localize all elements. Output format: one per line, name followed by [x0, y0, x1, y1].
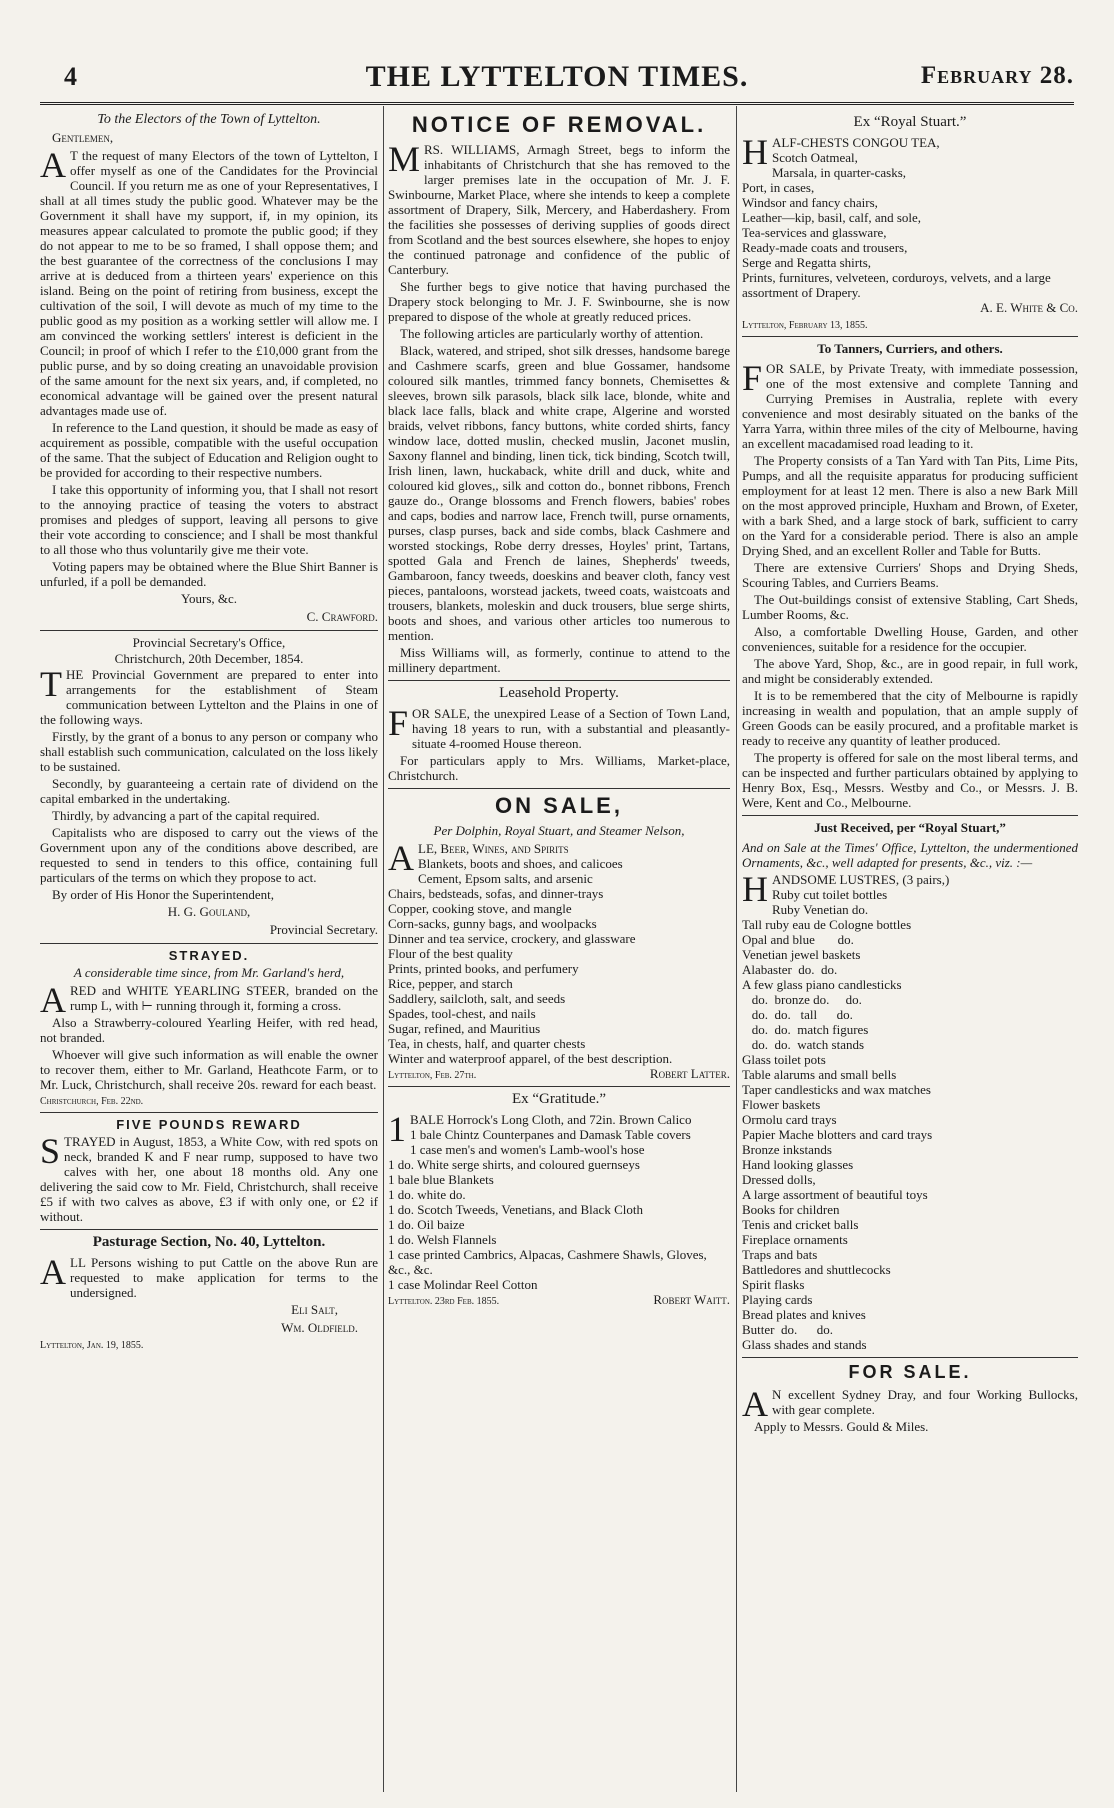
list-item: Glass shades and stands — [742, 1337, 867, 1352]
royal-stuart-dropcap: H — [742, 132, 768, 172]
list-item: Tall ruby eau de Cologne bottles — [742, 917, 912, 932]
list-item: Blankets, boots and shoes, and calicoes — [418, 856, 623, 871]
column-divider-2 — [736, 106, 737, 1792]
list-item: 1 bale Chintz Counterpanes and Damask Table covers — [410, 1127, 691, 1142]
electors-salutation: Gentlemen, — [52, 130, 114, 145]
gratitude-list — [388, 1109, 730, 1292]
list-item: do. do. tall do. — [742, 1007, 853, 1022]
list-item: do. do. match figures — [742, 1022, 869, 1037]
list-item: Windsor and fancy chairs, — [742, 195, 878, 210]
forsale-para-2: Apply to Messrs. Gould & Miles. — [754, 1419, 929, 1434]
provincial-para-6: By order of His Honor the Superintendent, — [52, 887, 275, 902]
electors-closing: Yours, &c. — [180, 591, 238, 606]
gratitude-first-item: BALE Horrock's Long Cloth, and 72in. Brown Calico — [410, 1112, 692, 1127]
column-3 — [742, 110, 1078, 1794]
forsale-para-1: N excellent Sydney Dray, and four Working Bullocks, with gear complete. — [772, 1387, 1078, 1417]
strayed-dropcap: A — [40, 980, 66, 1020]
reward-heading: FIVE POUNDS REWARD — [116, 1117, 302, 1132]
royal-stuart-signature: A. E. White & Co. — [980, 300, 1078, 315]
column-1 — [40, 110, 378, 1794]
list-item: Alabaster do. do. — [742, 962, 838, 977]
provincial-para-3: Secondly, by guaranteeing a certain rate of dividend on the capital embarked in the undertaking. — [40, 776, 378, 806]
onsale-heading: ON SALE, — [495, 793, 623, 818]
pasturage-dropcap: A — [40, 1252, 66, 1292]
provincial-notice — [40, 635, 378, 938]
list-item: Scotch Oatmeal, — [772, 150, 858, 165]
masthead-rule — [40, 102, 1074, 105]
list-item: 1 case Molindar Reel Cotton — [388, 1277, 538, 1292]
removal-dropcap: M — [388, 139, 421, 179]
list-item: Bread plates and knives — [742, 1307, 866, 1322]
pasturage-dateline: Lyttelton, Jan. 19, 1855. — [40, 1340, 144, 1351]
pasturage-signature-2: Wm. Oldfield. — [281, 1320, 358, 1335]
list-item: Flour of the best quality — [388, 946, 513, 961]
gratitude-heading: Ex “Gratitude.” — [511, 1091, 607, 1107]
leasehold-para-2: For particulars apply to Mrs. Williams, Market-place, Christchurch. — [388, 753, 730, 783]
tanners-para-6: The above Yard, Shop, &c., are in good repair, in full work, and might be considerably extended. — [742, 656, 1078, 686]
list-item: Playing cards — [742, 1292, 813, 1307]
list-item: Tea-services and glassware, — [742, 225, 887, 240]
received-subheading: And on Sale at the Times' Office, Lyttelton, the undermentioned Ornaments, &c., well adapted for presents, &c., viz. :— — [742, 840, 1078, 870]
tanners-para-3: There are extensive Curriers' Shops and Drying Sheds, Scouring Tables, and Curriers Beams. — [742, 560, 1078, 590]
onsale-first-item: LE, Beer, Wines, and Spirits — [418, 841, 569, 856]
gratitude-notice — [388, 1091, 730, 1307]
pasturage-signature-1: Eli Salt, — [291, 1302, 338, 1317]
gratitude-dropcap: 1 — [388, 1109, 406, 1149]
divider — [40, 1229, 378, 1230]
divider — [40, 943, 378, 944]
list-item: Tea, in chests, half, and quarter chests — [388, 1036, 586, 1051]
list-item: Ruby cut toilet bottles — [772, 887, 888, 902]
tanners-dropcap: F — [742, 358, 763, 398]
forsale-heading: FOR SALE. — [848, 1362, 972, 1382]
provincial-date: Christchurch, 20th December, 1854. — [114, 651, 304, 666]
forsale-notice — [742, 1362, 1078, 1434]
list-item: Prints, printed books, and perfumery — [388, 961, 579, 976]
pasturage-heading: Pasturage Section, No. 40, Lyttelton. — [92, 1234, 326, 1250]
list-item: Serge and Regatta shirts, — [742, 255, 872, 270]
reward-notice — [40, 1117, 378, 1224]
electors-notice — [40, 112, 378, 625]
received-heading: Just Received, per “Royal Stuart,” — [814, 820, 1006, 835]
divider — [388, 1086, 730, 1087]
tanners-para-5: Also, a comfortable Dwelling House, Garden, and other conveniences, suitable for a residence for the occupier. — [742, 624, 1078, 654]
list-item: Books for children — [742, 1202, 840, 1217]
pasturage-para-1: LL Persons wishing to put Cattle on the above Run are requested to make application for terms to the undersigned. — [70, 1255, 378, 1300]
divider — [40, 630, 378, 631]
royal-stuart-heading: Ex “Royal Stuart.” — [853, 114, 967, 130]
list-item: Cement, Epsom salts, and arsenic — [418, 871, 593, 886]
list-item: Tenis and cricket balls — [742, 1217, 859, 1232]
provincial-signature: H. G. Gouland, — [167, 904, 251, 919]
tanners-para-2: The Property consists of a Tan Yard with Tan Pits, Lime Pits, Pumps, and all the requisite apparatus for producing sufficient employment for at least 12 men. There is also a new Bark Mill on the most approved principle, Huxham and Brown, of Exeter, with a bark Shed, and a large stock of bark, sufficient to carry on the Yard for a considerable period. There is also an ample Drying Shed, and an excellent Roller and Table for Butts. — [742, 453, 1078, 558]
reward-para-1: TRAYED in August, 1853, a White Cow, with red spots on neck, branded K and F near rump, supposed to have two calves with her, one about 18 months old. Any one delivering the said cow to Mr. Field, Christchurch, shall receive £5 if with two calves as above, £3 if with only one, or £2 if without. — [40, 1134, 378, 1224]
forsale-dropcap: A — [742, 1384, 768, 1424]
list-item: Spades, tool-chest, and nails — [388, 1006, 536, 1021]
reward-dropcap: S — [40, 1131, 61, 1171]
list-item: Winter and waterproof apparel, of the best description. — [388, 1051, 673, 1066]
onsale-list — [388, 838, 730, 1066]
masthead — [34, 56, 1080, 100]
strayed-para-3: Whoever will give such information as will enable the owner to recover them, either to Mr. Garland, Heathcote Farm, or to Mr. Luck, Christchurch, shall receive 20s. reward for each beast. — [40, 1047, 378, 1092]
onsale-subheading: Per Dolphin, Royal Stuart, and Steamer Nelson, — [433, 823, 685, 838]
removal-para-2: She further begs to give notice that having purchased the Drapery stock belonging to Mr. J. F. Swinbourne, she is now prepared to dispose of the whole at greatly reduced prices. — [388, 279, 730, 324]
list-item: Traps and bats — [742, 1247, 818, 1262]
list-item: Copper, cooking stove, and mangle — [388, 901, 572, 916]
list-item: Corn-sacks, gunny bags, and woolpacks — [388, 916, 597, 931]
onsale-dateline: Lyttelton, Feb. 27th. — [388, 1070, 477, 1081]
removal-notice — [388, 112, 730, 675]
divider — [40, 1112, 378, 1113]
list-item: 1 do. Oil baize — [388, 1217, 465, 1232]
strayed-subheading: A considerable time since, from Mr. Garland's herd, — [73, 965, 345, 980]
onsale-dropcap: A — [388, 838, 414, 878]
pasturage-notice — [40, 1234, 378, 1351]
gratitude-signature: Robert Waitt. — [653, 1292, 730, 1307]
leasehold-notice — [388, 685, 730, 783]
provincial-para-5: Capitalists who are disposed to carry out the views of the Government upon any of the conditions above described, are requested to send in tenders to this office, containing full particulars of the terms on which they propose to act. — [40, 825, 378, 885]
list-item: Ready-made coats and trousers, — [742, 240, 908, 255]
list-item: Marsala, in quarter-casks, — [772, 165, 907, 180]
list-item: Bronze inkstands — [742, 1142, 832, 1157]
list-item: 1 case printed Cambrics, Alpacas, Cashmere Shawls, Gloves, &c., &c. — [388, 1247, 707, 1277]
tanners-para-8: The property is offered for sale on the most liberal terms, and can be inspected and further particulars obtained by applying to Henry Box, Esq., Messrs. Westby and Co., or Messrs. J. B. Were, Kent and Co., Melbourne. — [742, 750, 1078, 810]
provincial-office: Provincial Secretary's Office, — [132, 635, 286, 650]
newspaper-title: THE LYTTELTON TIMES. — [365, 60, 749, 93]
strayed-para-1: RED and WHITE YEARLING STEER, branded on the rump L, with ⊢ running through it, forming a cross. — [70, 983, 378, 1013]
divider — [742, 336, 1078, 337]
electors-heading: To the Electors of the Town of Lyttelton. — [97, 112, 321, 127]
list-item: 1 bale blue Blankets — [388, 1172, 494, 1187]
list-item: 1 do. Scotch Tweeds, Venetians, and Black Cloth — [388, 1202, 643, 1217]
list-item: Papier Mache blotters and card trays — [742, 1127, 933, 1142]
removal-para-1: RS. WILLIAMS, Armagh Street, begs to inform the inhabitants of Christchurch that she has removed to the larger premises late in the occupation of Mr. J. F. Swinbourne, Market Place, where she intends to keep a complete assortment of Drapery, Silk, Mercery, and Haberdashery. From the facilities she possesses of deriving supplies of goods direct from Scotland and the best sources elsewhere, she hopes to enjoy the continued patronage and confidence of the public of Canterbury. — [388, 142, 730, 277]
electors-signature: C. Crawford. — [306, 609, 378, 624]
tanners-heading: To Tanners, Curriers, and others. — [817, 341, 1003, 356]
royal-stuart-list — [742, 132, 1078, 300]
list-item: Chairs, bedsteads, sofas, and dinner-trays — [388, 886, 604, 901]
list-item: Opal and blue do. — [742, 932, 854, 947]
list-item: Taper candlesticks and wax matches — [742, 1082, 931, 1097]
list-item: Venetian jewel baskets — [742, 947, 861, 962]
list-item: Saddlery, sailcloth, salt, and seeds — [388, 991, 566, 1006]
divider — [742, 1357, 1078, 1358]
leasehold-heading: Leasehold Property. — [499, 685, 619, 701]
list-item: 1 do. White serge shirts, and coloured guernseys — [388, 1157, 640, 1172]
divider — [388, 788, 730, 789]
tanners-notice — [742, 341, 1078, 810]
removal-para-3: The following articles are particularly worthy of attention. — [400, 326, 704, 341]
leasehold-dropcap: F — [388, 703, 409, 743]
electors-para-3: I take this opportunity of informing you, that I shall not resort to the annoying practice of teasing the voters to abstract promises and pledges of support, leaving all persons to give their vote according to conscience; and I shall be most thankful to all those who thus voluntarily give me their vote. — [40, 482, 378, 557]
list-item: do. do. watch stands — [742, 1037, 865, 1052]
provincial-para-1: HE Provincial Government are prepared to enter into arrangements for the establishment of Steam communication between Lyttelton and the Plains in one of the following ways. — [40, 667, 378, 727]
list-item: Leather—kip, basil, calf, and sole, — [742, 210, 922, 225]
tanners-para-4: The Out-buildings consist of extensive Stabling, Cart Sheds, Lumber Rooms, &c. — [742, 592, 1078, 622]
leasehold-para-1: OR SALE, the unexpired Lease of a Section of Town Land, having 18 years to run, with a substantial and pleasantly-situate 4-roomed House thereon. — [412, 706, 730, 751]
list-item: A few glass piano candlesticks — [742, 977, 902, 992]
list-item: Sugar, refined, and Mauritius — [388, 1021, 541, 1036]
list-item: Dressed dolls, — [742, 1172, 816, 1187]
list-item: Ruby Venetian do. — [772, 902, 869, 917]
royal-stuart-first-item: ALF-CHESTS CONGOU TEA, — [772, 135, 940, 150]
received-first-item: ANDSOME LUSTRES, (3 pairs,) — [772, 872, 950, 887]
list-item: Spirit flasks — [742, 1277, 805, 1292]
provincial-dropcap: T — [40, 664, 62, 704]
divider — [388, 680, 730, 681]
list-item: Port, in cases, — [742, 180, 815, 195]
gratitude-dateline: Lyttelton. 23rd Feb. 1855. — [388, 1296, 500, 1307]
list-item: Rice, pepper, and starch — [388, 976, 513, 991]
onsale-notice — [388, 793, 730, 1081]
list-item: Dinner and tea service, crockery, and glassware — [388, 931, 636, 946]
page-number: 4 — [64, 62, 77, 91]
list-item: Ormolu card trays — [742, 1112, 837, 1127]
list-item: A large assortment of beautiful toys — [742, 1187, 928, 1202]
column-divider-1 — [383, 106, 384, 1792]
received-dropcap: H — [742, 869, 768, 909]
list-item: Glass toilet pots — [742, 1052, 826, 1067]
strayed-notice — [40, 948, 378, 1107]
received-notice — [742, 820, 1078, 1352]
electors-para-4: Voting papers may be obtained where the Blue Shirt Banner is unfurled, if a poll be demanded. — [40, 559, 378, 589]
received-list — [742, 869, 1078, 1352]
tanners-para-7: It is to be remembered that the city of Melbourne is rapidly increasing in wealth and population, that an ample supply of Green Goods can be easily procured, and a profitable market is ready to receive any quantity of leather produced. — [742, 688, 1078, 748]
removal-heading: NOTICE OF REMOVAL. — [411, 112, 707, 137]
strayed-para-2: Also a Strawberry-coloured Yearling Heifer, with red head, not branded. — [40, 1015, 378, 1045]
electors-para-2: In reference to the Land question, it should be made as easy of acquirement as possible, compatible with the useful occupation of the same. That the subject of Education and Religion ought to be provided for according to their respective numbers. — [40, 420, 378, 480]
list-item: Table alarums and small bells — [742, 1067, 897, 1082]
list-item: Hand looking glasses — [742, 1157, 854, 1172]
list-item: Prints, furnitures, velveteen, corduroys, velvets, and a large assortment of Drapery. — [742, 270, 1051, 300]
royal-stuart-dateline: Lyttelton, February 13, 1855. — [742, 320, 868, 331]
list-item: Butter do. do. — [742, 1322, 833, 1337]
issue-date: February 28. — [920, 62, 1074, 89]
royal-stuart-notice — [742, 114, 1078, 331]
list-item: 1 do. white do. — [388, 1187, 466, 1202]
removal-para-4: Black, watered, and striped, shot silk dresses, handsome barege and Cashmere scarfs, green and blue Gossamer, handsome coloured silk mantles, trimmed fancy bonnets, Chemisettes & sleeves, brown silk parasols, black silk lace, blonde, white and black lace falls, black and white crape, Algerine and worsted braids, velvet ribbons, fancy buttons, white corded shirts, fancy window lace, dotted muslin, checked muslin, Jaconet muslin, Saxony flannel and binding, linen tick, tick binding, Scotch twill, Irish linen, lawn, huckaback, white drill and duck, white and coloured kid gloves,, silk and cotton do., bonnet ribbons, French gauze do., Orange blossoms and French flowers, babies' robes and caps, bodies and narrow lace, French twill, purse ornaments, purses, clasp purses, back and side combs, black Cashmere and worsted stockings, Robe derry dresses, Hoyles' print, Tartans, spotted Gala and French de laines, Shepherds' tweeds, Gambaroon, fancy tweeds, doeskins and beaver cloth, fancy vest pieces, pantaloons, worstead jackets, tweed coats, waistcoats and trousers, blankets, moleskin and duck trousers, blue serge shirts, boots and shoes, and various other articles too numerous to mention. — [388, 343, 730, 643]
list-item: Flower baskets — [742, 1097, 821, 1112]
list-item: Battledores and shuttlecocks — [742, 1262, 891, 1277]
list-item: 1 case men's and women's Lamb-wool's hose — [410, 1142, 645, 1157]
divider — [742, 815, 1078, 816]
onsale-signature: Robert Latter. — [649, 1066, 730, 1081]
list-item: 1 do. Welsh Flannels — [388, 1232, 497, 1247]
tanners-para-1: OR SALE, by Private Treaty, with immediate possession, one of the most extensive and complete Tanning and Currying Premises in Australia, replete with every convenience and most desirably situated on the banks of the Yarra Yarra, within three miles of the city of Melbourne, having an excellent macadamised road leading to it. — [742, 361, 1078, 451]
strayed-dateline: Christchurch, Feb. 22nd. — [40, 1096, 144, 1107]
provincial-title: Provincial Secretary. — [269, 922, 378, 937]
column-2 — [388, 110, 730, 1794]
electors-dropcap: A — [40, 145, 66, 185]
list-item: Fireplace ornaments — [742, 1232, 848, 1247]
removal-para-5: Miss Williams will, as formerly, continue to attend to the millinery department. — [388, 645, 730, 675]
provincial-para-2: Firstly, by the grant of a bonus to any person or company who shall establish such communication, calculated on the loss likely to be sustained. — [40, 729, 378, 774]
electors-para-1: T the request of many Electors of the town of Lyttelton, I offer myself as one of the Candidates for the Provincial Council. If you return me as one of your Representatives, I shall at all times study the public good. Whatever may be the Government it shall have my support, if, in my opinion, its measures appear calculated to promote the public good; if they do not appear to me to be so framed, I shall oppose them; and the best guarantee of the correctness of the conclusions I may arrive at is deduced from a thirteen years' experience on this island. Being on the point of retiring from business, except the cultivation of the soil, I will devote as much of my time to the public good as my position as a working settler will allow me. I am convinced the working settlers' interest is deficient in the Council; in proof of which I refer to the £10,000 grant from the public purse, and by so doing creating an unavoidable provision of the same amount for the next six years, and, if completed, no economical advantage will be gained over the present natural advantages made use of. — [40, 148, 378, 418]
strayed-heading: STRAYED. — [168, 948, 250, 963]
provincial-para-4: Thirdly, by advancing a part of the capital required. — [52, 808, 320, 823]
list-item: do. bronze do. do. — [742, 992, 862, 1007]
